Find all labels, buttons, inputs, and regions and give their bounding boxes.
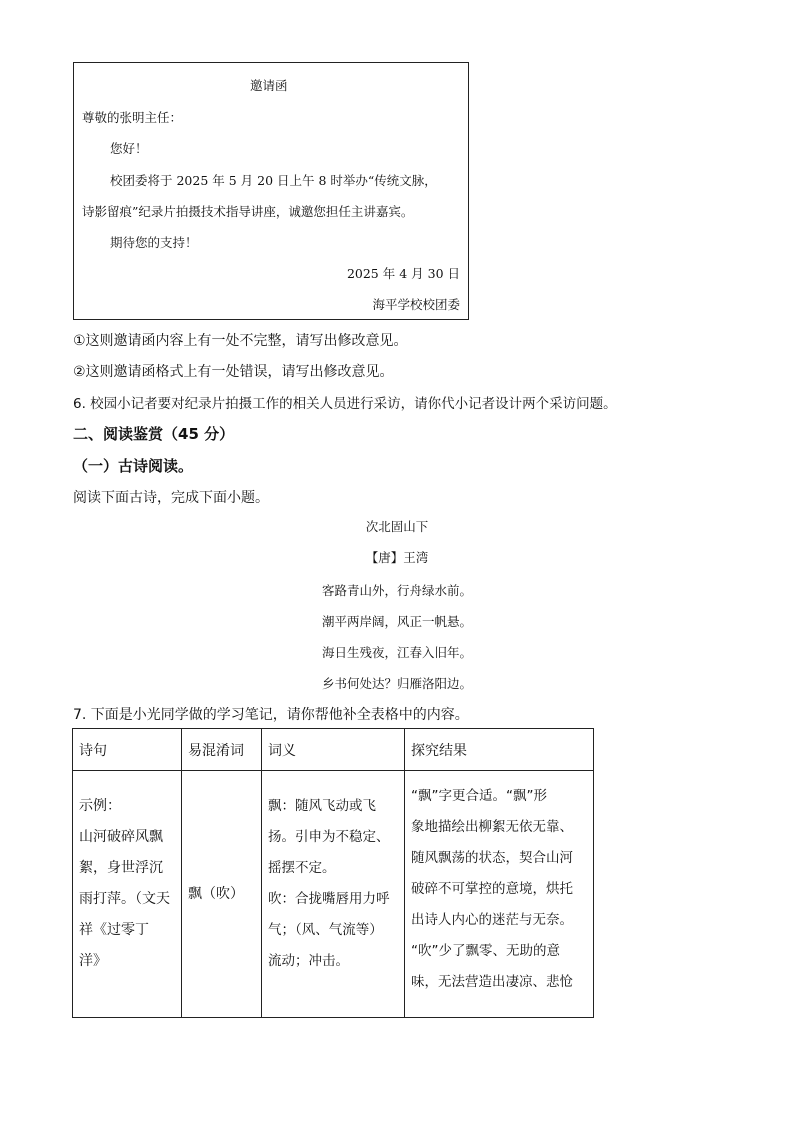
header-verse: 诗句	[73, 729, 182, 771]
poem-line-4: 乡书何处达？归雁洛阳边。	[321, 676, 472, 691]
invitation-box	[73, 62, 469, 320]
invitation-salutation: 尊敬的张明主任：	[82, 110, 183, 125]
section-heading: 二、阅读鉴赏（45 分）	[73, 425, 235, 443]
section-subheading: （一）古诗阅读。	[73, 457, 194, 475]
question-5-2: ②这则邀请函格式上有一处错误，请写出修改意见。	[73, 364, 394, 380]
study-notes-table	[72, 728, 594, 1018]
invitation-signature: 海平学校校团委	[372, 297, 460, 312]
poem-line-3: 海日生残夜，江春入旧年。	[321, 645, 472, 660]
cell-words: 飘（吹）	[182, 771, 262, 1018]
cell-verse: 示例： 山河破碎风飘 絮，身世浮沉 雨打萍。（文天 祥《过零丁 洋》	[73, 771, 182, 1018]
invitation-title: 邀请函	[250, 78, 288, 93]
question-7: 7. 下面是小光同学做的学习笔记，请你帮他补全表格中的内容。	[73, 707, 469, 723]
cell-meaning: 飘：随风飞动或飞 扬。引申为不稳定、 摇摆不定。 吹：合拢嘴唇用力呼 气；（风、气流等） 流动；冲击。	[262, 771, 405, 1018]
question-5-1: ①这则邀请函内容上有一处不完整，请写出修改意见。	[73, 333, 408, 349]
header-confusable-words: 易混淆词	[182, 729, 262, 771]
invitation-body-line1: 校团委将于 2025 年 5 月 20 日上午 8 时举办“传统文脉，	[110, 173, 437, 188]
table-row	[73, 771, 594, 1018]
poem-line-2: 潮平两岸阔，风正一帆悬。	[321, 614, 472, 629]
table-header-row	[73, 729, 594, 771]
question-6: 6. 校园小记者要对纪录片拍摄工作的相关人员进行采访，请你代小记者设计两个采访问题。	[73, 396, 617, 412]
invitation-date: 2025 年 4 月 30 日	[346, 266, 460, 281]
cell-result: “飘”字更合适。“飘”形 象地描绘出柳絮无依无靠、 随风飘荡的状态，契合山河 破碎不可掌控的意境，烘托 出诗人内心的迷茫与无奈。 “吹”少了飘零、无助的意 味，无法营造出凄凉、悲怆	[405, 771, 594, 1018]
poem-title: 次北固山下	[365, 519, 429, 534]
invitation-closing: 期待您的支持！	[110, 235, 198, 250]
poem-line-1: 客路青山外，行舟绿水前。	[321, 583, 472, 598]
invitation-greeting: 您好！	[110, 141, 148, 156]
reading-instruction: 阅读下面古诗，完成下面小题。	[73, 490, 269, 506]
header-meaning: 词义	[262, 729, 405, 771]
invitation-body-line2: 诗影留痕”纪录片拍摄技术指导讲座，诚邀您担任主讲嘉宾。	[82, 204, 414, 219]
poem-author: 【唐】王湾	[365, 550, 429, 565]
header-result: 探究结果	[405, 729, 594, 771]
